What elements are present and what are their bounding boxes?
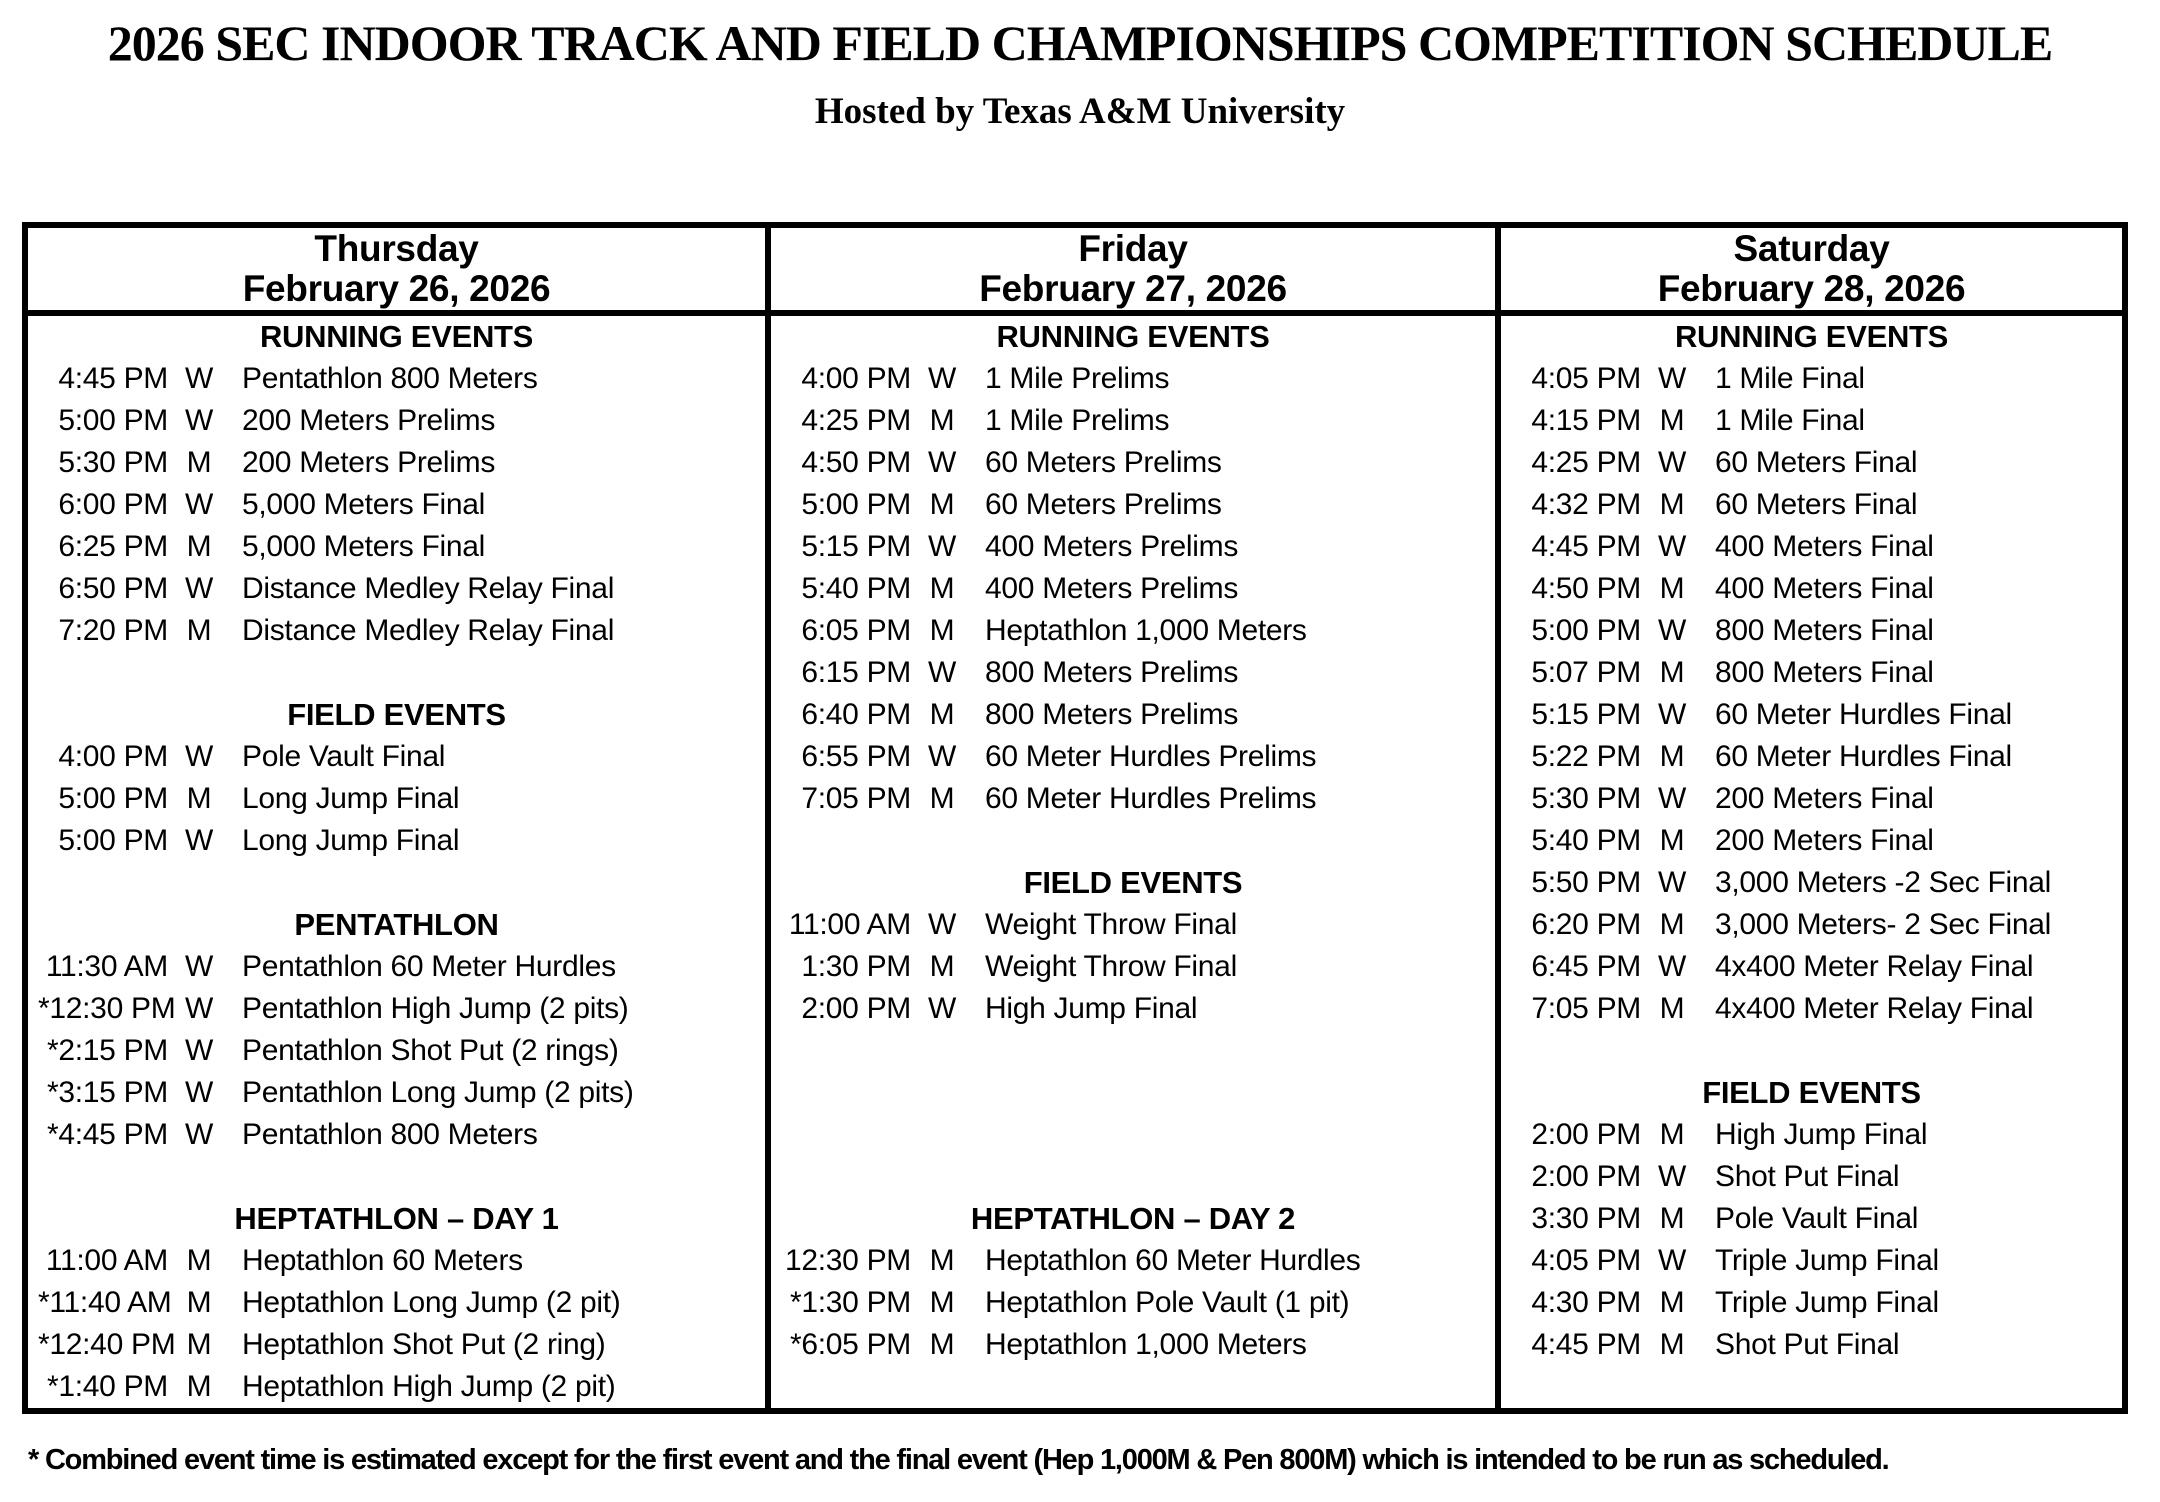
event-time: 4:50 PM <box>801 446 911 479</box>
event-name: Pentathlon 800 Meters <box>242 362 538 395</box>
event-name: Long Jump Final <box>242 824 460 857</box>
section-header: FIELD EVENTS <box>1023 865 1243 900</box>
event-time: 4:45 PM <box>1531 530 1641 563</box>
section-header: RUNNING EVENTS <box>259 319 534 354</box>
event-time: 4:32 PM <box>1531 488 1641 521</box>
event-gender: W <box>1657 1160 1686 1193</box>
event-row <box>1501 1198 2122 1240</box>
event-gender: W <box>927 446 956 479</box>
event-row <box>1501 904 2122 946</box>
event-gender: M <box>186 782 212 815</box>
event-name: 200 Meters Final <box>1715 824 1934 857</box>
event-time: 11:30 AM <box>45 950 168 983</box>
event-time: *1:30 PM <box>790 1286 911 1319</box>
event-gender: M <box>929 950 955 983</box>
event-time: 5:30 PM <box>58 446 168 479</box>
event-row <box>771 400 1495 442</box>
day-column-friday <box>765 228 1495 1408</box>
event-gender: M <box>186 1370 212 1403</box>
event-gender: M <box>186 1244 212 1277</box>
event-name: Heptathlon 1,000 Meters <box>985 1328 1307 1361</box>
event-gender: M <box>1659 404 1685 437</box>
event-row <box>771 442 1495 484</box>
event-time: 6:20 PM <box>1531 908 1641 941</box>
event-gender: W <box>1657 1244 1686 1277</box>
event-name: 800 Meters Prelims <box>985 656 1239 689</box>
event-row <box>28 820 765 862</box>
event-gender: W <box>1657 698 1686 731</box>
day-events-thursday <box>28 316 765 1408</box>
event-row <box>1501 400 2122 442</box>
spacer-row <box>1501 1366 2122 1408</box>
event-gender: M <box>1659 656 1685 689</box>
spacer-row <box>771 1072 1495 1114</box>
event-gender: W <box>184 950 213 983</box>
event-name: Triple Jump Final <box>1715 1244 1939 1277</box>
event-row <box>1501 1156 2122 1198</box>
spacer-row <box>771 1114 1495 1156</box>
event-gender: W <box>927 656 956 689</box>
event-time: 5:22 PM <box>1531 740 1641 773</box>
event-time: 6:25 PM <box>58 530 168 563</box>
event-time: 2:00 PM <box>1531 1160 1641 1193</box>
event-name: 1 Mile Prelims <box>985 404 1170 437</box>
event-gender: M <box>186 1286 212 1319</box>
event-time: 5:30 PM <box>1531 782 1641 815</box>
event-name: 400 Meters Prelims <box>985 572 1239 605</box>
event-gender: M <box>186 530 212 563</box>
event-name: Shot Put Final <box>1715 1328 1900 1361</box>
event-name: Weight Throw Final <box>985 908 1237 941</box>
event-gender: W <box>927 362 956 395</box>
section-header: HEPTATHLON – DAY 2 <box>970 1201 1296 1236</box>
event-gender: M <box>929 488 955 521</box>
day-events-friday <box>771 316 1495 1408</box>
event-time: 5:15 PM <box>1531 698 1641 731</box>
day-header-thursday <box>28 228 765 316</box>
event-row <box>771 484 1495 526</box>
day-name: Thursday <box>314 228 479 269</box>
event-time: *4:45 PM <box>47 1118 168 1151</box>
event-gender: W <box>1657 446 1686 479</box>
event-gender: W <box>1657 614 1686 647</box>
event-row <box>771 1282 1495 1324</box>
event-name: Pole Vault Final <box>1715 1202 1919 1235</box>
event-row <box>1501 862 2122 904</box>
event-name: Heptathlon 60 Meters <box>242 1244 523 1277</box>
event-row <box>1501 694 2122 736</box>
event-row <box>28 1324 765 1366</box>
event-time: 2:00 PM <box>1531 1118 1641 1151</box>
event-gender: W <box>927 530 956 563</box>
event-row <box>1501 988 2122 1030</box>
event-row <box>28 1282 765 1324</box>
event-time: *6:05 PM <box>790 1328 911 1361</box>
event-name: High Jump Final <box>1715 1118 1928 1151</box>
day-column-thursday <box>28 228 765 1408</box>
event-time: 11:00 AM <box>788 908 911 941</box>
event-time: 6:15 PM <box>801 656 911 689</box>
spacer-row <box>28 1156 765 1198</box>
event-name: 60 Meter Hurdles Prelims <box>985 740 1317 773</box>
event-time: *12:30 PM <box>38 992 176 1025</box>
event-gender: M <box>929 782 955 815</box>
event-row <box>1501 358 2122 400</box>
day-header-saturday <box>1501 228 2122 316</box>
spacer-row <box>771 1156 1495 1198</box>
event-gender: M <box>929 698 955 731</box>
event-time: 4:50 PM <box>1531 572 1641 605</box>
event-gender: W <box>184 572 213 605</box>
event-name: High Jump Final <box>985 992 1198 1025</box>
event-gender: W <box>184 740 213 773</box>
day-name: Friday <box>1078 228 1188 269</box>
event-name: 400 Meters Prelims <box>985 530 1239 563</box>
event-row <box>1501 652 2122 694</box>
event-row <box>1501 610 2122 652</box>
event-name: 4x400 Meter Relay Final <box>1715 950 2034 983</box>
event-time: 6:50 PM <box>58 572 168 605</box>
event-time: 5:40 PM <box>1531 824 1641 857</box>
event-name: 400 Meters Final <box>1715 530 1934 563</box>
event-name: 60 Meters Prelims <box>985 488 1222 521</box>
event-name: Pentathlon High Jump (2 pits) <box>242 992 629 1025</box>
event-gender: W <box>184 1076 213 1109</box>
day-header-friday <box>771 228 1495 316</box>
event-time: 4:15 PM <box>1531 404 1641 437</box>
event-gender: W <box>1657 866 1686 899</box>
event-time: 5:00 PM <box>801 488 911 521</box>
event-time: 7:05 PM <box>1531 992 1641 1025</box>
event-row <box>1501 1240 2122 1282</box>
section-header: FIELD EVENTS <box>1702 1075 1921 1110</box>
event-gender: M <box>1659 1202 1685 1235</box>
event-row <box>1501 484 2122 526</box>
event-gender: W <box>1657 530 1686 563</box>
event-row <box>1501 442 2122 484</box>
event-time: 4:25 PM <box>1531 446 1641 479</box>
event-name: Pentathlon 800 Meters <box>242 1118 538 1151</box>
event-time: 5:07 PM <box>1531 656 1641 689</box>
footnote: * Combined event time is estimated except for the first event and the final event (Hep 1,000M & Pen 800M) which is intended to be run as scheduled. <box>28 1444 1889 1476</box>
event-name: Pole Vault Final <box>242 740 446 773</box>
event-gender: W <box>927 740 956 773</box>
event-gender: W <box>1657 362 1686 395</box>
event-row <box>28 1240 765 1282</box>
event-gender: W <box>1657 950 1686 983</box>
event-name: Heptathlon Pole Vault (1 pit) <box>985 1286 1350 1319</box>
event-time: 5:40 PM <box>801 572 911 605</box>
event-row <box>1501 1114 2122 1156</box>
event-name: 800 Meters Final <box>1715 614 1934 647</box>
event-row <box>771 652 1495 694</box>
event-time: 4:25 PM <box>801 404 911 437</box>
event-gender: M <box>1659 488 1685 521</box>
event-time: 2:00 PM <box>801 992 911 1025</box>
event-row <box>28 568 765 610</box>
event-gender: W <box>184 362 213 395</box>
event-name: 3,000 Meters -2 Sec Final <box>1715 866 2051 899</box>
day-name: Saturday <box>1733 228 1890 269</box>
page-title: 2026 SEC INDOOR TRACK AND FIELD CHAMPIONSHIPS COMPETITION SCHEDULE <box>107 15 2053 71</box>
section-header: PENTATHLON <box>294 907 499 942</box>
event-time: 12:30 PM <box>784 1244 911 1277</box>
event-name: 800 Meters Final <box>1715 656 1934 689</box>
event-name: Long Jump Final <box>242 782 460 815</box>
event-time: 4:00 PM <box>801 362 911 395</box>
event-name: 3,000 Meters- 2 Sec Final <box>1715 908 2051 941</box>
section-header: HEPTATHLON – DAY 1 <box>234 1201 559 1236</box>
event-gender: W <box>184 488 213 521</box>
event-gender: W <box>184 1118 213 1151</box>
day-date: February 28, 2026 <box>1657 268 1966 309</box>
event-name: 200 Meters Final <box>1715 782 1934 815</box>
event-name: 200 Meters Prelims <box>242 404 496 437</box>
event-name: 200 Meters Prelims <box>242 446 496 479</box>
day-date: February 27, 2026 <box>979 268 1287 309</box>
spacer-row <box>771 1366 1495 1408</box>
event-gender: M <box>186 614 212 647</box>
event-name: Heptathlon 60 Meter Hurdles <box>985 1244 1361 1277</box>
event-name: 1 Mile Final <box>1715 404 1865 437</box>
page-subtitle: Hosted by Texas A&M University <box>814 91 1346 132</box>
section-header: FIELD EVENTS <box>287 697 506 732</box>
event-name: 1 Mile Final <box>1715 362 1865 395</box>
day-date: February 26, 2026 <box>242 268 551 309</box>
event-name: Pentathlon 60 Meter Hurdles <box>242 950 616 983</box>
event-row <box>28 988 765 1030</box>
section-header: RUNNING EVENTS <box>1674 319 1949 354</box>
event-time: 5:00 PM <box>58 824 168 857</box>
event-gender: W <box>927 992 956 1025</box>
event-time: 6:05 PM <box>801 614 911 647</box>
event-time: 5:15 PM <box>801 530 911 563</box>
event-time: 4:45 PM <box>58 362 168 395</box>
event-name: Distance Medley Relay Final <box>242 572 615 605</box>
day-events-saturday <box>1501 316 2122 1408</box>
event-gender: M <box>1659 1328 1685 1361</box>
event-time: 4:00 PM <box>58 740 168 773</box>
event-time: *1:40 PM <box>47 1370 168 1403</box>
event-row <box>28 358 765 400</box>
event-name: Distance Medley Relay Final <box>242 614 615 647</box>
event-gender: M <box>1659 1286 1685 1319</box>
event-time: 4:45 PM <box>1531 1328 1641 1361</box>
event-row <box>771 610 1495 652</box>
event-time: 3:30 PM <box>1531 1202 1641 1235</box>
event-time: 11:00 AM <box>45 1244 168 1277</box>
event-gender: M <box>1659 992 1685 1025</box>
event-name: Heptathlon Long Jump (2 pit) <box>242 1286 621 1319</box>
spacer-row <box>771 1030 1495 1072</box>
event-row <box>28 610 765 652</box>
event-time: 7:05 PM <box>801 782 911 815</box>
event-time: *11:40 AM <box>38 1286 172 1319</box>
event-time: 5:00 PM <box>1531 614 1641 647</box>
event-time: 5:00 PM <box>58 782 168 815</box>
event-name: 1 Mile Prelims <box>985 362 1170 395</box>
event-gender: M <box>1659 1118 1685 1151</box>
event-row <box>28 400 765 442</box>
event-name: 4x400 Meter Relay Final <box>1715 992 2034 1025</box>
event-name: Heptathlon High Jump (2 pit) <box>242 1370 616 1403</box>
event-row <box>771 694 1495 736</box>
day-column-saturday <box>1495 228 2122 1408</box>
event-name: 60 Meter Hurdles Final <box>1715 698 2012 731</box>
event-gender: M <box>929 572 955 605</box>
event-time: 6:45 PM <box>1531 950 1641 983</box>
event-name: 60 Meters Prelims <box>985 446 1222 479</box>
event-time: 5:50 PM <box>1531 866 1641 899</box>
event-gender: W <box>184 992 213 1025</box>
event-row <box>1501 736 2122 778</box>
event-gender: W <box>184 1034 213 1067</box>
event-gender: W <box>184 404 213 437</box>
event-row <box>771 904 1495 946</box>
event-gender: M <box>186 446 212 479</box>
event-time: 4:05 PM <box>1531 1244 1641 1277</box>
event-row <box>771 526 1495 568</box>
event-name: 800 Meters Prelims <box>985 698 1239 731</box>
event-name: Triple Jump Final <box>1715 1286 1939 1319</box>
event-row <box>28 526 765 568</box>
event-time: *2:15 PM <box>47 1034 168 1067</box>
event-row <box>771 778 1495 820</box>
event-gender: M <box>929 1328 955 1361</box>
event-name: Heptathlon Shot Put (2 ring) <box>242 1328 606 1361</box>
event-name: 60 Meter Hurdles Prelims <box>985 782 1317 815</box>
event-row <box>771 568 1495 610</box>
event-time: *12:40 PM <box>38 1328 176 1361</box>
event-row <box>771 1324 1495 1366</box>
event-row <box>771 946 1495 988</box>
event-gender: M <box>929 1244 955 1277</box>
event-gender: W <box>927 908 956 941</box>
event-row <box>1501 778 2122 820</box>
event-row <box>28 1366 765 1408</box>
event-row <box>28 736 765 778</box>
event-name: 400 Meters Final <box>1715 572 1934 605</box>
event-row <box>1501 526 2122 568</box>
event-name: 5,000 Meters Final <box>242 488 486 521</box>
event-gender: W <box>1657 782 1686 815</box>
spacer-row <box>28 652 765 694</box>
event-row <box>771 736 1495 778</box>
event-time: 4:05 PM <box>1531 362 1641 395</box>
event-name: 60 Meters Final <box>1715 446 1918 479</box>
event-time: 6:00 PM <box>58 488 168 521</box>
event-row <box>28 484 765 526</box>
event-gender: M <box>929 614 955 647</box>
event-row <box>771 988 1495 1030</box>
event-gender: M <box>1659 824 1685 857</box>
event-time: 6:55 PM <box>801 740 911 773</box>
event-row <box>1501 1324 2122 1366</box>
event-name: 5,000 Meters Final <box>242 530 486 563</box>
event-time: 6:40 PM <box>801 698 911 731</box>
event-row <box>1501 946 2122 988</box>
event-gender: W <box>184 824 213 857</box>
event-row <box>1501 568 2122 610</box>
event-row <box>28 442 765 484</box>
event-gender: M <box>929 1286 955 1319</box>
event-row <box>1501 1282 2122 1324</box>
spacer-row <box>1501 1030 2122 1072</box>
event-gender: M <box>1659 572 1685 605</box>
event-name: Pentathlon Shot Put (2 rings) <box>242 1034 619 1067</box>
event-name: Heptathlon 1,000 Meters <box>985 614 1307 647</box>
event-row <box>771 1240 1495 1282</box>
schedule-table <box>22 222 2128 1414</box>
event-row <box>1501 820 2122 862</box>
event-gender: M <box>186 1328 212 1361</box>
event-row <box>28 778 765 820</box>
event-gender: M <box>929 404 955 437</box>
event-name: Shot Put Final <box>1715 1160 1900 1193</box>
event-name: Pentathlon Long Jump (2 pits) <box>242 1076 634 1109</box>
event-row <box>28 946 765 988</box>
section-header: RUNNING EVENTS <box>996 319 1270 354</box>
event-row <box>28 1030 765 1072</box>
event-gender: M <box>1659 740 1685 773</box>
event-time: 7:20 PM <box>58 614 168 647</box>
event-name: 60 Meter Hurdles Final <box>1715 740 2012 773</box>
event-time: 1:30 PM <box>801 950 911 983</box>
event-name: Weight Throw Final <box>985 950 1237 983</box>
event-time: 4:30 PM <box>1531 1286 1641 1319</box>
spacer-row <box>771 820 1495 862</box>
spacer-row <box>28 862 765 904</box>
event-time: *3:15 PM <box>47 1076 168 1109</box>
event-row <box>28 1072 765 1114</box>
event-row <box>771 358 1495 400</box>
event-gender: M <box>1659 908 1685 941</box>
event-row <box>28 1114 765 1156</box>
event-time: 5:00 PM <box>58 404 168 437</box>
event-name: 60 Meters Final <box>1715 488 1918 521</box>
